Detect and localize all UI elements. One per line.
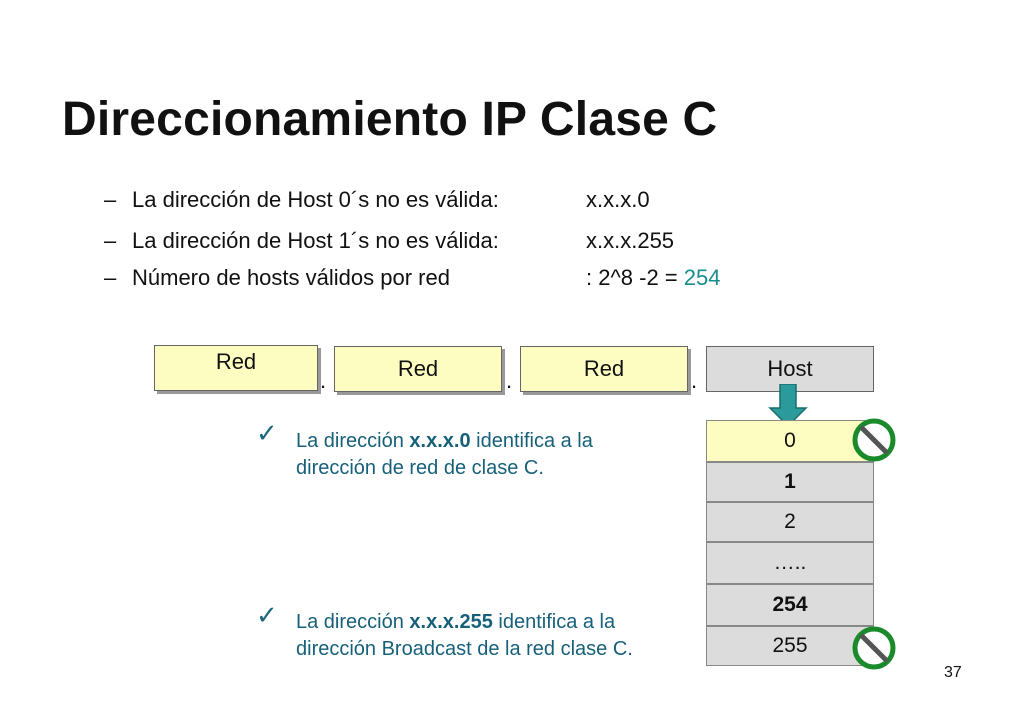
segment-separator: . (506, 368, 513, 393)
host-value: 1 (784, 470, 796, 493)
host-value: 255 (772, 634, 808, 657)
bullet-text: Número de hosts válidos por red (132, 265, 450, 290)
prohibited-icon (852, 626, 896, 670)
segment-red-2 (334, 346, 502, 392)
checkmark-icon: ✓ (256, 600, 278, 630)
segment-label: Host (767, 356, 813, 381)
host-value-cell (706, 420, 874, 462)
segment-red-1 (154, 345, 318, 391)
host-value: 0 (784, 429, 796, 452)
bullet-dash: – (104, 228, 117, 253)
segment-separator: . (691, 368, 698, 393)
note-address: x.x.x.0 (409, 430, 471, 452)
host-value-cell (706, 584, 874, 626)
host-value: 254 (772, 593, 808, 616)
slide-title: Direccionamiento IP Clase C (62, 93, 718, 146)
bullet-dash: – (104, 187, 117, 212)
host-value: ….. (773, 551, 807, 574)
bullet-dash: – (104, 265, 117, 290)
bullet-text: La dirección de Host 1´s no es válida: (132, 228, 499, 253)
segment-label: Red (397, 356, 439, 381)
bullet-result: 254 (683, 265, 721, 290)
note-broadcast-address (296, 609, 668, 663)
host-value-cell (706, 462, 874, 502)
host-value-cell (706, 542, 874, 584)
segment-separator: . (320, 368, 327, 393)
bullet-host-ones (104, 228, 675, 254)
bullet-value: x.x.x.255 (586, 228, 675, 253)
segment-label: Red (215, 349, 257, 374)
checkmark-icon: ✓ (256, 418, 278, 448)
prohibited-icon (852, 418, 896, 462)
host-value-cell (706, 502, 874, 542)
bullet-formula: : 2^8 -2 = (586, 265, 684, 290)
host-value: 2 (784, 510, 796, 533)
bullet-text: La dirección de Host 0´s no es válida: (132, 187, 499, 212)
note-text: La dirección (296, 611, 410, 633)
note-network-address (296, 428, 676, 482)
segment-label: Red (583, 356, 625, 381)
page-number: 37 (944, 664, 962, 681)
host-value-cell (706, 626, 874, 666)
note-text: identifica a la dirección Broadcast de la red clase C. (296, 611, 633, 660)
bullet-value: x.x.x.0 (586, 187, 650, 212)
note-text: identifica a la dirección de red de clase C. (296, 430, 593, 479)
segment-red-3 (520, 346, 688, 392)
note-text: La dirección (296, 430, 410, 452)
bullet-host-zeros (104, 187, 650, 213)
bullet-valid-hosts (104, 265, 721, 291)
note-address: x.x.x.255 (409, 611, 493, 633)
